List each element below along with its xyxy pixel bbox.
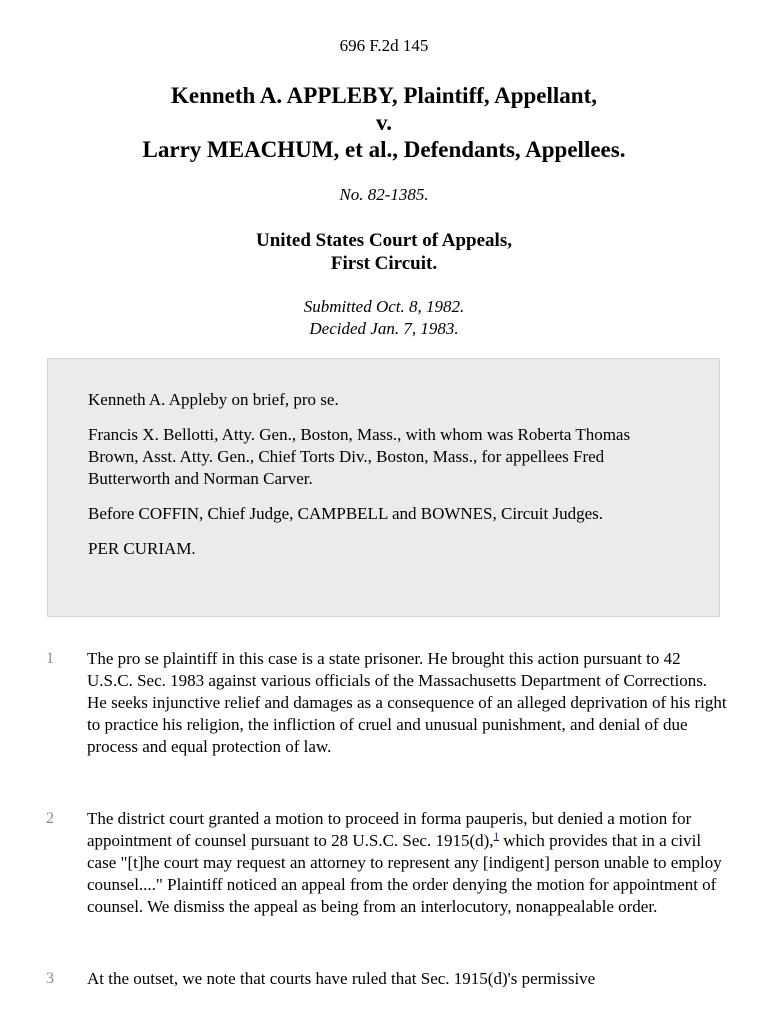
case-caption bbox=[0, 82, 768, 163]
paragraph-text: At the outset, we note that courts have ruled that Sec. 1915(d)'s permissive bbox=[87, 969, 596, 988]
paragraph-text-part: which provides that in a civil case "[t]he court may request an attorney to represent any [indigent] person unable to employ counsel...." Plaintiff noticed an appeal from the order denying the motion for appointment of counsel. We dismiss the appeal as being from an interlocutory, nonappealable order. bbox=[87, 831, 722, 916]
opinion-author: PER CURIAM. bbox=[88, 539, 196, 558]
caption-appellant: Kenneth A. APPLEBY, Plaintiff, Appellant, bbox=[171, 83, 597, 108]
decided-date: Decided Jan. 7, 1983. bbox=[309, 319, 459, 338]
case-dates bbox=[0, 296, 768, 340]
paragraph-text: The pro se plaintiff in this case is a state prisoner. He brought this action pursuant to 42 U.S.C. Sec. 1983 against various officials of the Massachusetts Department of Corrections. He seeks injunctive relief and damages as a consequence of an alleged deprivation of his right to practice his religion, the infliction of cruel and unusual punishment, and denial of due process and equal protection of law. bbox=[87, 649, 727, 756]
caption-appellees: Larry MEACHUM, et al., Defendants, Appellees. bbox=[142, 137, 626, 162]
headnote-box bbox=[47, 358, 720, 617]
counsel-defendants: Francis X. Bellotti, Atty. Gen., Boston, Mass., with whom was Roberta Thomas Brown, Asst. Atty. Gen., Chief Torts Div., Boston, Mass., for appellees Fred Butterworth and Norman Carver. bbox=[88, 425, 631, 488]
submitted-date: Submitted Oct. 8, 1982. bbox=[303, 297, 465, 316]
paragraph-text-part: The district court granted a motion to proceed in forma pauperis, but denied a motion for appointment of counsel pursuant to 28 U.S.C. Sec. 1915(d), bbox=[87, 809, 692, 850]
paragraph-number: 2 bbox=[46, 810, 54, 827]
paragraph-text bbox=[87, 808, 727, 918]
court-name-line2: First Circuit. bbox=[330, 253, 438, 274]
docket-number: No. 82-1385. bbox=[339, 185, 429, 204]
paragraph-number: 1 bbox=[46, 650, 54, 667]
case-citation: 696 F.2d 145 bbox=[339, 36, 429, 55]
judges-panel: Before COFFIN, Chief Judge, CAMPBELL and BOWNES, Circuit Judges. bbox=[88, 504, 604, 523]
footnote-link[interactable]: 1 bbox=[493, 830, 500, 843]
court-name bbox=[0, 229, 768, 275]
court-name-line1: United States Court of Appeals, bbox=[256, 230, 512, 251]
caption-versus: v. bbox=[376, 110, 392, 135]
counsel-plaintiff: Kenneth A. Appleby on brief, pro se. bbox=[88, 390, 339, 409]
paragraph-number: 3 bbox=[46, 970, 54, 987]
